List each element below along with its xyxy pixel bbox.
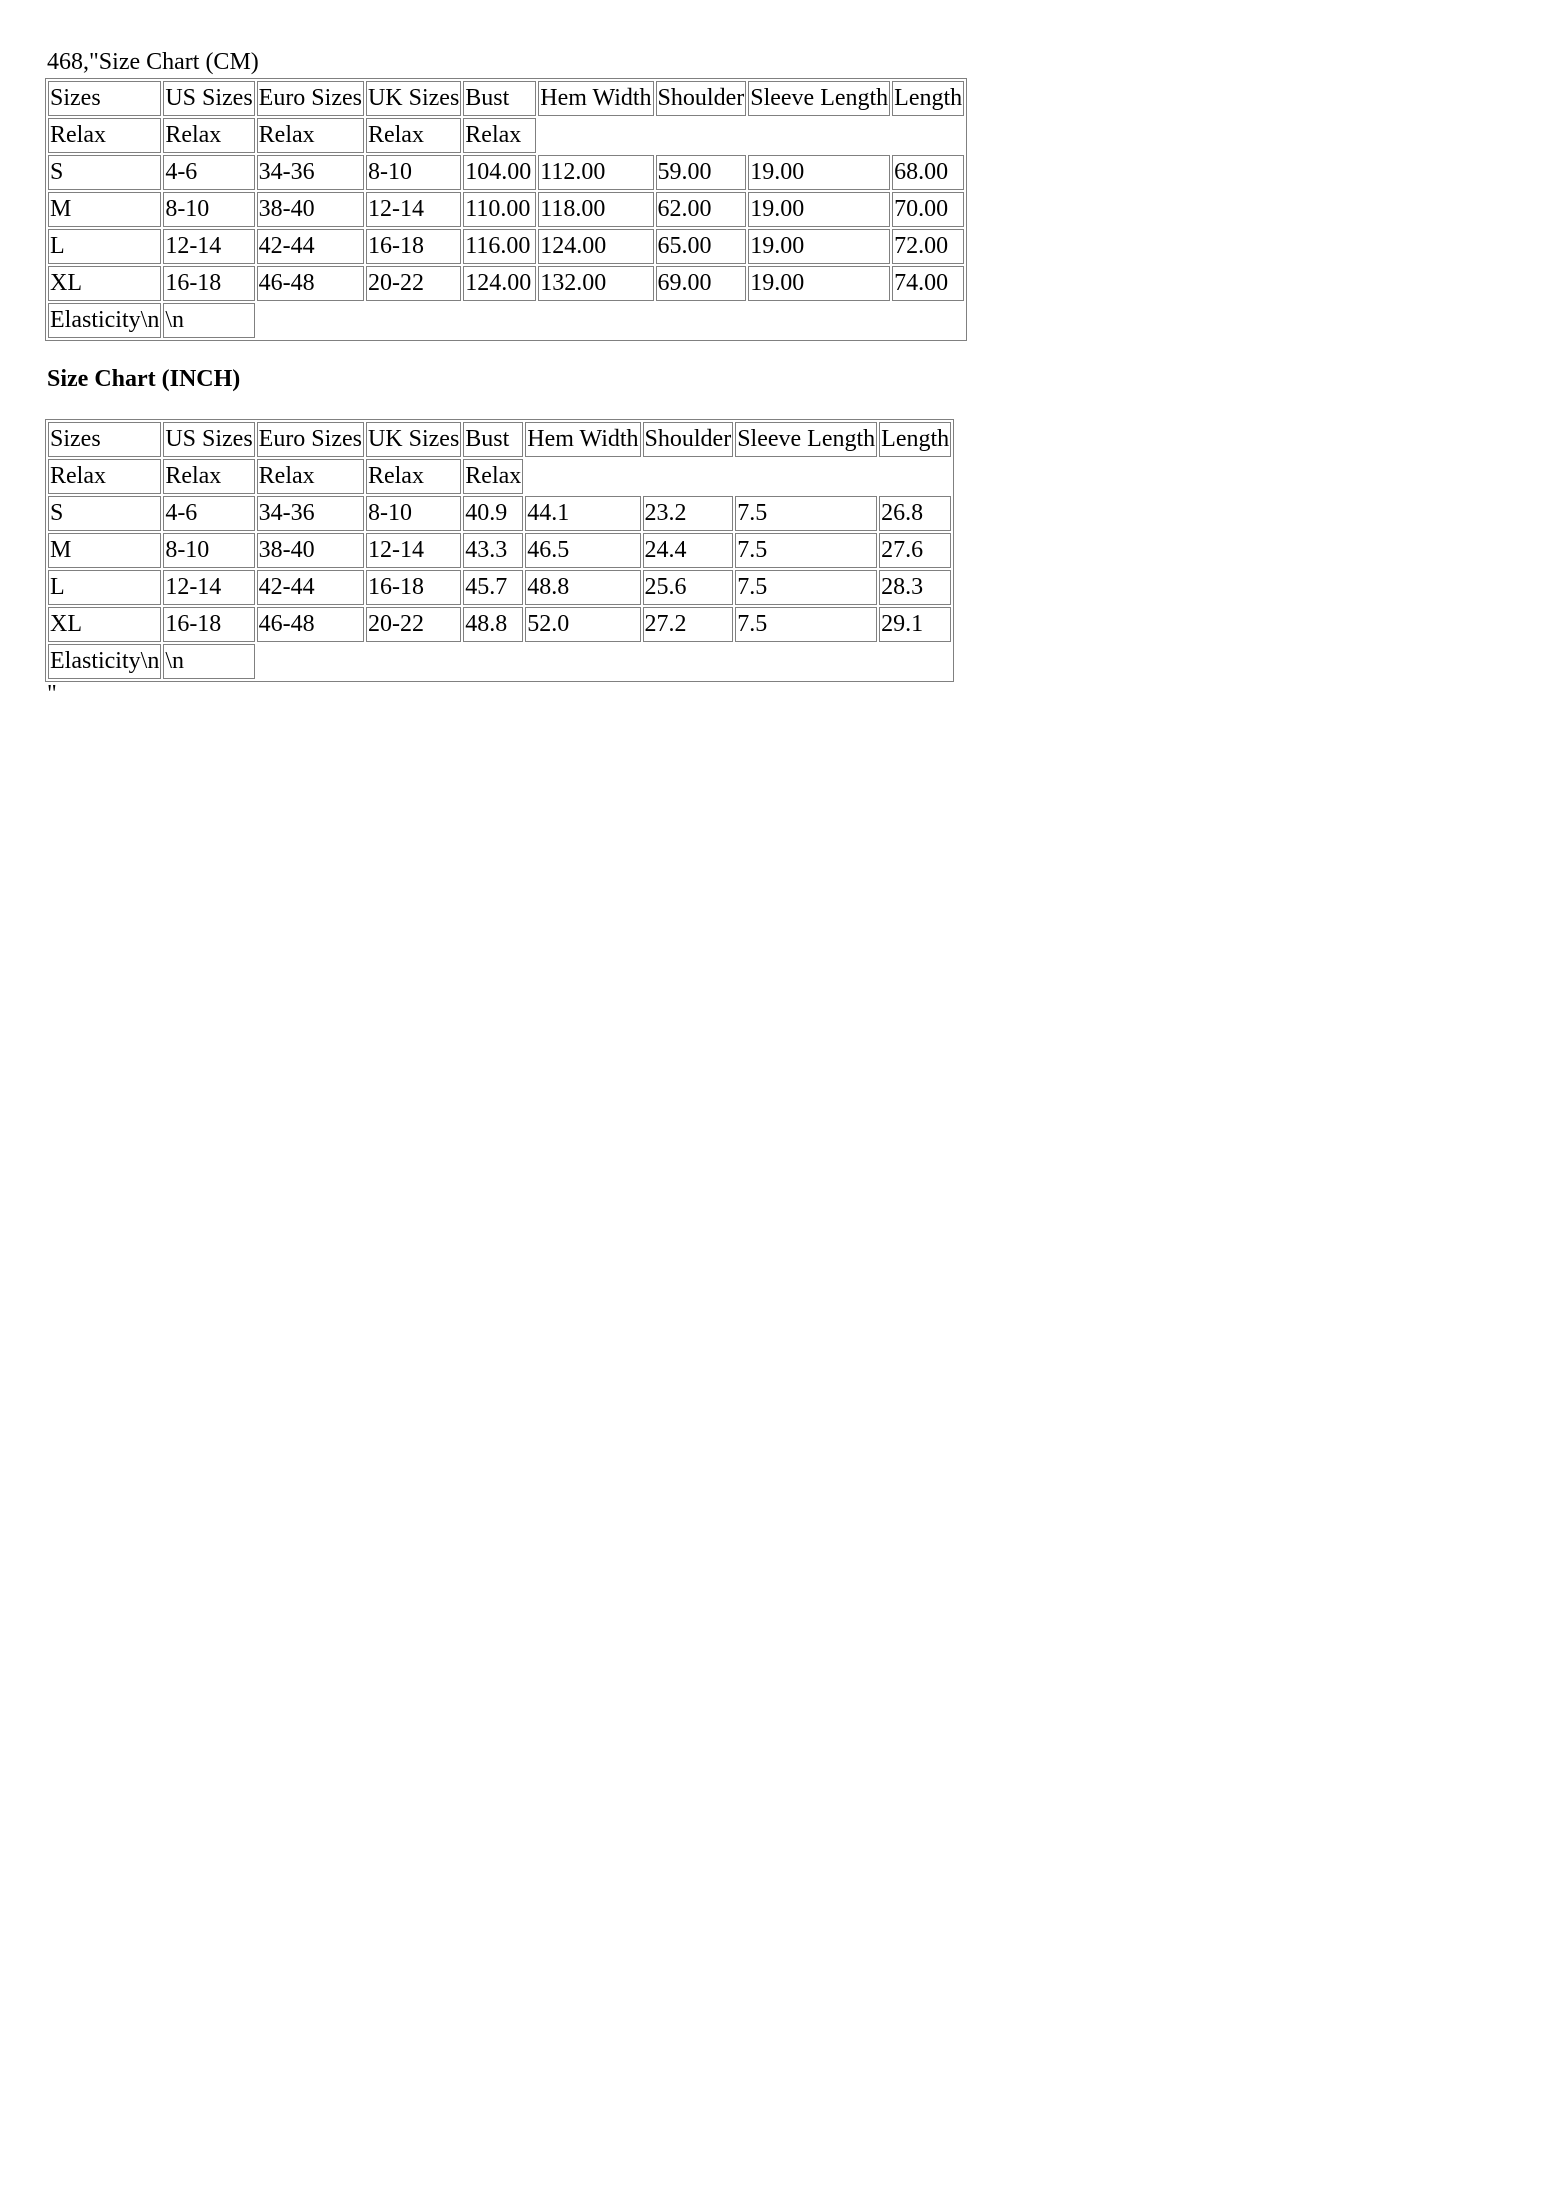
cell-hem-width: 132.00 [538, 266, 653, 301]
cell-us: 16-18 [163, 266, 254, 301]
cell-euro: 42-44 [257, 570, 364, 605]
cell-sleeve-length: 19.00 [748, 155, 890, 190]
header-euro-sizes: Euro Sizes [257, 81, 364, 116]
table-row-relax [48, 118, 964, 153]
cell-euro: 42-44 [257, 229, 364, 264]
cell-hem-width: 46.5 [525, 533, 640, 568]
cell-euro: 34-36 [257, 155, 364, 190]
table-row-elasticity [48, 303, 964, 338]
cell-euro: 38-40 [257, 192, 364, 227]
cell-bust: 110.00 [463, 192, 536, 227]
cell-length: 28.3 [879, 570, 951, 605]
header-us-sizes: US Sizes [163, 422, 254, 457]
header-length: Length [892, 81, 964, 116]
cell-length: 72.00 [892, 229, 964, 264]
relax-cell: Relax [366, 118, 461, 153]
relax-cell: Relax [257, 118, 364, 153]
header-uk-sizes: UK Sizes [366, 81, 461, 116]
cell-shoulder: 25.6 [643, 570, 734, 605]
header-bust: Bust [463, 81, 536, 116]
cell-bust: 45.7 [463, 570, 523, 605]
cell-size: S [48, 496, 161, 531]
relax-cell: Relax [257, 459, 364, 494]
table-header-row [48, 81, 964, 116]
table-row [48, 155, 964, 190]
header-bust: Bust [463, 422, 523, 457]
cell-euro: 46-48 [257, 607, 364, 642]
table-row [48, 192, 964, 227]
elasticity-value: \n [163, 644, 254, 679]
relax-cell: Relax [48, 118, 161, 153]
cell-us: 8-10 [163, 533, 254, 568]
cell-bust: 40.9 [463, 496, 523, 531]
header-sleeve-length: Sleeve Length [735, 422, 877, 457]
header-hem-width: Hem Width [525, 422, 640, 457]
cell-sleeve-length: 19.00 [748, 192, 890, 227]
cell-size: XL [48, 266, 161, 301]
cell-shoulder: 65.00 [656, 229, 747, 264]
cell-shoulder: 24.4 [643, 533, 734, 568]
cell-shoulder: 23.2 [643, 496, 734, 531]
blank-cell [525, 459, 951, 494]
table-row [48, 266, 964, 301]
header-shoulder: Shoulder [656, 81, 747, 116]
relax-cell: Relax [48, 459, 161, 494]
cell-sleeve-length: 7.5 [735, 496, 877, 531]
header-euro-sizes: Euro Sizes [257, 422, 364, 457]
elasticity-label: Elasticity\n [48, 303, 161, 338]
blank-cell [257, 303, 965, 338]
table-row [48, 607, 951, 642]
header-length: Length [879, 422, 951, 457]
header-uk-sizes: UK Sizes [366, 422, 461, 457]
table-header-row [48, 422, 951, 457]
document-trailer: " [47, 681, 57, 707]
cell-us: 16-18 [163, 607, 254, 642]
size-chart-inch-table [45, 419, 954, 682]
cell-sleeve-length: 19.00 [748, 229, 890, 264]
cell-length: 70.00 [892, 192, 964, 227]
cell-shoulder: 27.2 [643, 607, 734, 642]
header-hem-width: Hem Width [538, 81, 653, 116]
cell-size: L [48, 229, 161, 264]
cell-length: 26.8 [879, 496, 951, 531]
cell-length: 29.1 [879, 607, 951, 642]
inch-section-title: Size Chart (INCH) [47, 366, 241, 392]
elasticity-value: \n [163, 303, 254, 338]
cell-uk: 20-22 [366, 266, 461, 301]
cell-us: 12-14 [163, 570, 254, 605]
header-sleeve-length: Sleeve Length [748, 81, 890, 116]
relax-cell: Relax [163, 459, 254, 494]
cell-sleeve-length: 7.5 [735, 570, 877, 605]
cell-size: M [48, 192, 161, 227]
cell-us: 8-10 [163, 192, 254, 227]
cell-uk: 16-18 [366, 570, 461, 605]
cell-uk: 12-14 [366, 533, 461, 568]
cell-euro: 38-40 [257, 533, 364, 568]
header-sizes: Sizes [48, 422, 161, 457]
cell-us: 4-6 [163, 496, 254, 531]
cell-uk: 20-22 [366, 607, 461, 642]
table-row-elasticity [48, 644, 951, 679]
cell-sleeve-length: 19.00 [748, 266, 890, 301]
relax-cell: Relax [366, 459, 461, 494]
cell-size: L [48, 570, 161, 605]
blank-cell [257, 644, 951, 679]
table-row [48, 229, 964, 264]
header-us-sizes: US Sizes [163, 81, 254, 116]
relax-cell: Relax [163, 118, 254, 153]
blank-cell [538, 118, 964, 153]
cell-hem-width: 48.8 [525, 570, 640, 605]
header-shoulder: Shoulder [643, 422, 734, 457]
table-row-relax [48, 459, 951, 494]
cell-bust: 124.00 [463, 266, 536, 301]
cell-uk: 8-10 [366, 496, 461, 531]
table-row [48, 533, 951, 568]
cell-uk: 12-14 [366, 192, 461, 227]
cell-bust: 116.00 [463, 229, 536, 264]
cell-shoulder: 59.00 [656, 155, 747, 190]
size-chart-cm-table [45, 78, 967, 341]
relax-cell: Relax [463, 118, 536, 153]
cell-size: XL [48, 607, 161, 642]
cell-us: 12-14 [163, 229, 254, 264]
cell-hem-width: 44.1 [525, 496, 640, 531]
relax-cell: Relax [463, 459, 523, 494]
cell-hem-width: 52.0 [525, 607, 640, 642]
cell-length: 74.00 [892, 266, 964, 301]
cell-us: 4-6 [163, 155, 254, 190]
cell-euro: 46-48 [257, 266, 364, 301]
cell-euro: 34-36 [257, 496, 364, 531]
cell-bust: 43.3 [463, 533, 523, 568]
cell-bust: 104.00 [463, 155, 536, 190]
cell-shoulder: 62.00 [656, 192, 747, 227]
cell-hem-width: 112.00 [538, 155, 653, 190]
elasticity-label: Elasticity\n [48, 644, 161, 679]
cell-uk: 8-10 [366, 155, 461, 190]
cell-sleeve-length: 7.5 [735, 533, 877, 568]
cell-sleeve-length: 7.5 [735, 607, 877, 642]
cell-uk: 16-18 [366, 229, 461, 264]
table-row [48, 570, 951, 605]
cell-size: M [48, 533, 161, 568]
cell-size: S [48, 155, 161, 190]
cell-length: 68.00 [892, 155, 964, 190]
size-chart-document [47, 46, 1447, 706]
cell-hem-width: 118.00 [538, 192, 653, 227]
cell-bust: 48.8 [463, 607, 523, 642]
cell-length: 27.6 [879, 533, 951, 568]
document-prefix: 468,"Size Chart (CM) [47, 49, 259, 75]
header-sizes: Sizes [48, 81, 161, 116]
cell-hem-width: 124.00 [538, 229, 653, 264]
table-row [48, 496, 951, 531]
cell-shoulder: 69.00 [656, 266, 747, 301]
